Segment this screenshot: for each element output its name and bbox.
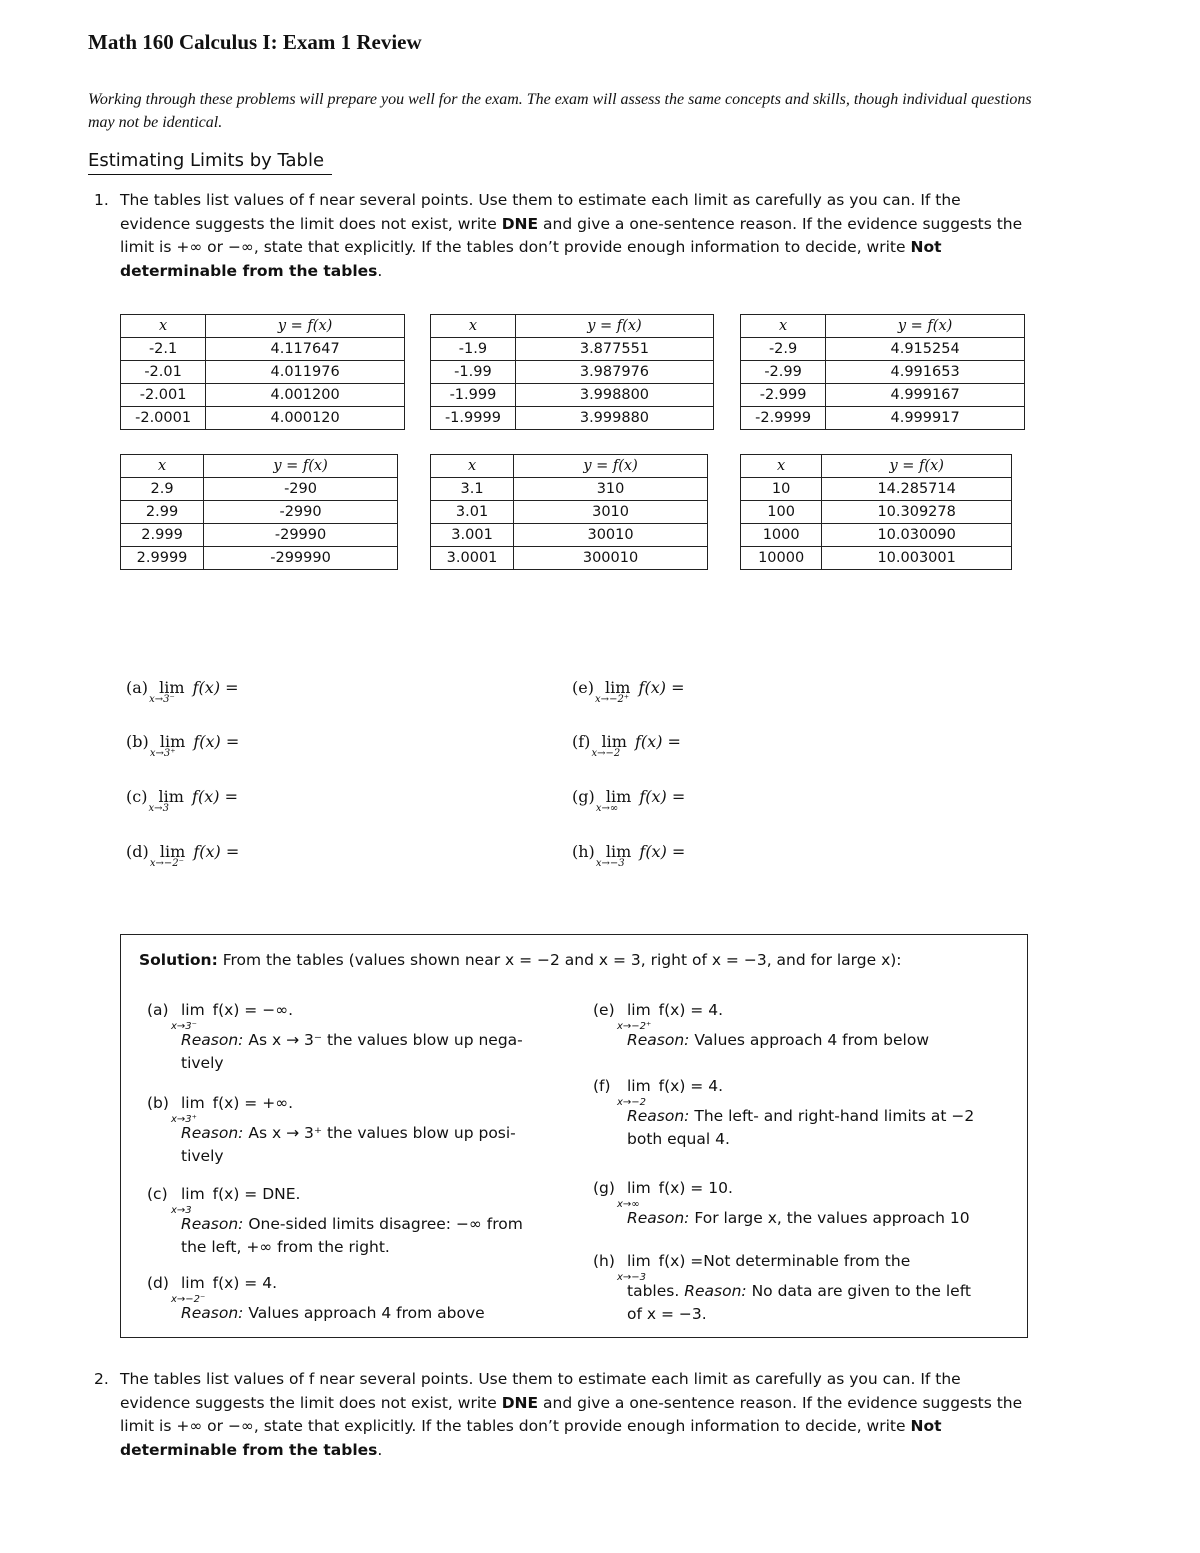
lim-subscript: x→−2⁻ [149,858,184,869]
lim-text: lim [159,842,186,861]
table-row [121,384,405,407]
lim-subscript: x→−2⁻ [171,1294,206,1305]
lim-text: lim [159,732,186,751]
solution-intro: From the tables (values shown near x = −2 and x = 3, right of x = −3, and for large x): [222,951,902,969]
page-title: Math 160 Calculus I: Exam 1 Review [88,30,422,54]
solution-item-label: (h) [593,1252,615,1270]
reason-text: As x → 3⁺ the values blow up posi- [248,1124,516,1142]
solution-item [593,1075,1017,1151]
solution-answer-line [171,999,581,1032]
problem-1 [94,189,1032,283]
exam-page [88,30,1032,283]
limit-question [126,842,240,869]
x-value-cell: -2.99 [741,361,826,384]
solution-reason [627,1280,1017,1303]
table-row [431,501,708,524]
solution-item [147,1272,581,1325]
table-row [431,338,714,361]
lim-operator [595,787,632,814]
solution-answer: f(x) = −∞. [212,1001,294,1019]
solution-reason [181,1302,581,1325]
solution-answer-line [617,1075,1017,1108]
problem-text: and give a one-sentence reason. If the evidence suggests the limit is +∞ or −∞, state that explicitly. If the tables don’t provide enough information to decide, write [120,214,1023,256]
part-label: (a) [126,678,149,697]
y-value-cell: 4.117647 [206,338,405,361]
reason-continuation: tively [181,1054,224,1072]
lim-subscript: x→−2⁺ [595,694,630,705]
lim-operator [617,999,652,1032]
limit-expression: f(x) = [639,842,686,861]
lim-text: lim [159,678,185,697]
reason-text: The left- and right-hand limits at −2 [694,1107,975,1125]
limit-question [126,732,240,759]
part-label: (f) [572,732,591,751]
lim-subscript: x→−3 [595,858,625,869]
lim-text: lim [158,787,184,806]
table-row [431,478,708,501]
value-table [740,454,1012,570]
table-row [741,478,1012,501]
reason-label: Reason: [181,1031,244,1049]
x-value-cell: 3.0001 [431,547,514,570]
column-header-y: y = f(x) [204,455,398,478]
solution-item [147,1092,581,1168]
column-header-x: x [741,315,826,338]
limit-question [126,678,239,705]
column-header-y: y = f(x) [826,315,1025,338]
solution-answer-line [171,1183,581,1216]
lim-text: lim [627,1077,651,1095]
y-value-cell: 300010 [514,547,708,570]
lim-subscript: x→−2⁺ [617,1021,652,1032]
y-value-cell: -290 [204,478,398,501]
y-value-cell: 10.309278 [822,501,1012,524]
solution-item-label: (f) [593,1077,611,1095]
x-value-cell: -2.999 [741,384,826,407]
reason-label: Reason: [627,1031,690,1049]
y-value-cell: 4.011976 [206,361,405,384]
y-value-cell: 3010 [514,501,708,524]
y-value-cell: 3.998800 [515,384,713,407]
table-row [741,501,1012,524]
table-row [431,524,708,547]
table-header-row [431,455,708,478]
reason-text: Values approach 4 from below [694,1031,930,1049]
reason-label: Reason: [627,1209,690,1227]
lim-operator [171,999,205,1032]
lim-text: lim [181,1001,205,1019]
column-header-x: x [741,455,822,478]
limit-question [126,787,238,814]
solution-answer-line [171,1092,581,1125]
part-label: (d) [126,842,149,861]
x-value-cell: 3.001 [431,524,514,547]
table-header-row [121,315,405,338]
column-header-x: x [431,315,516,338]
solution-reason [627,1105,1017,1128]
y-value-cell: -2990 [204,501,398,524]
lim-text: lim [601,732,627,751]
lim-subscript: x→3 [148,803,169,814]
solution-answer: f(x) = DNE. [212,1185,301,1203]
table-header-row [741,455,1012,478]
column-header-x: x [121,315,206,338]
table-header-row [741,315,1025,338]
lim-subscript: x→−2 [591,748,621,759]
table-row [431,407,714,430]
solution-reason [627,1029,1017,1052]
solution-answer: f(x) =Not determinable from the [658,1252,911,1270]
limit-expression: f(x) = [635,732,681,751]
column-header-x: x [121,455,204,478]
x-value-cell: -1.99 [431,361,516,384]
lim-subscript: x→−3 [617,1272,647,1283]
problem-text: . [377,261,383,280]
lim-text: lim [605,787,632,806]
lim-operator [149,732,186,759]
lim-subscript: x→3⁻ [149,694,175,705]
intro-text: Working through these problems will prepare you well for the exam. The exam will assess the same concepts and skills, though individual questions may not be identical. [88,91,1032,131]
part-label: (c) [126,787,148,806]
column-header-y: y = f(x) [822,455,1012,478]
table-row [741,338,1025,361]
reason-text: For large x, the values approach 10 [694,1209,970,1227]
problem-text: The tables list values of f near several points. Use them to estimate each limit as carefully as you can. If the evidence suggests the limit does not exist, write [120,1370,961,1412]
solution-item [593,1250,1017,1326]
y-value-cell: 4.000120 [206,407,405,430]
x-value-cell: 2.99 [121,501,204,524]
solution-item [147,999,581,1075]
x-value-cell: 2.999 [121,524,204,547]
solution-item-label: (d) [147,1274,169,1292]
limit-question [572,732,681,759]
lim-operator [595,842,632,869]
lim-subscript: x→−2 [617,1097,647,1108]
reason-text: One-sided limits disagree: −∞ from [248,1215,523,1233]
column-header-y: y = f(x) [514,455,708,478]
x-value-cell: 2.9 [121,478,204,501]
problem-text: and give a one-sentence reason. If the evidence suggests the limit is +∞ or −∞, state that explicitly. If the tables don’t provide enough information to decide, write [120,1393,1023,1435]
problem-text: The tables list values of f near several points. Use them to estimate each limit as carefully as you can. If the evidence suggests the limit does not exist, write [120,191,961,233]
table-row [741,384,1025,407]
part-label: (h) [572,842,595,861]
table-row [121,478,398,501]
y-value-cell: 3.877551 [515,338,713,361]
solution-reason [181,1122,581,1145]
lim-text: lim [181,1094,205,1112]
not-determinable-keyword: Not determinable from the tables [120,1417,942,1459]
y-value-cell: 14.285714 [822,478,1012,501]
section-title: Estimating Limits by Table [88,150,332,175]
lim-operator [148,787,184,814]
solution-answer-line [617,1177,1017,1210]
lim-text: lim [627,1179,651,1197]
y-value-cell: -299990 [204,547,398,570]
reason-continuation: tively [181,1147,224,1165]
value-table [430,314,714,430]
lim-operator [171,1092,205,1125]
lim-operator [617,1075,651,1108]
x-value-cell: 1000 [741,524,822,547]
reason-text: No data are given to the left [751,1282,971,1300]
solution-item [147,1183,581,1259]
value-table [740,314,1025,430]
x-value-cell: -1.9 [431,338,516,361]
lim-text: lim [181,1274,205,1292]
table-row [121,547,398,570]
reason-label: Reason: [181,1124,244,1142]
lim-text: lim [181,1185,205,1203]
lim-operator [171,1183,205,1216]
column-header-y: y = f(x) [515,315,713,338]
limit-expression: f(x) = [192,787,238,806]
lim-operator [149,678,185,705]
not-determinable-keyword: Not determinable from the tables [120,238,942,280]
table-row [121,361,405,384]
reason-text: Values approach 4 from above [248,1304,485,1322]
solution-item [593,1177,1017,1230]
x-value-cell: -2.001 [121,384,206,407]
table-row [741,547,1012,570]
lim-operator [149,842,186,869]
problem-2 [94,1368,1032,1462]
x-value-cell: -1.9999 [431,407,516,430]
y-value-cell: 10.030090 [822,524,1012,547]
y-value-cell: 3.987976 [515,361,713,384]
limit-expression: f(x) = [193,842,240,861]
solution-answer: f(x) = 4. [212,1274,278,1292]
solution-answer: f(x) = 4. [658,1001,724,1019]
solution-heading [139,951,902,969]
solution-answer: f(x) = 4. [658,1077,724,1095]
solution-item [593,999,1017,1052]
table-row [121,524,398,547]
lim-operator [595,678,631,705]
lim-subscript: x→3⁺ [171,1114,197,1125]
y-value-cell: -29990 [204,524,398,547]
solution-reason [627,1207,1017,1230]
y-value-cell: 4.991653 [826,361,1025,384]
x-value-cell: -2.9999 [741,407,826,430]
limit-question [572,787,686,814]
table-header-row [121,455,398,478]
solution-answer-line [617,999,1017,1032]
y-value-cell: 4.999917 [826,407,1025,430]
part-label: (b) [126,732,149,751]
y-value-cell: 310 [514,478,708,501]
solution-item-label: (e) [593,1001,615,1019]
solution-answer: f(x) = +∞. [212,1094,294,1112]
limit-question [572,842,686,869]
x-value-cell: 10 [741,478,822,501]
value-table [430,454,708,570]
reason-continuation: of x = −3. [627,1305,707,1323]
table-row [431,361,714,384]
table-row [431,384,714,407]
lim-text: lim [627,1001,651,1019]
value-table [120,314,405,430]
reason-label: Reason: [181,1215,244,1233]
table-row [121,338,405,361]
reason-continuation: both equal 4. [627,1130,730,1148]
y-value-cell: 4.999167 [826,384,1025,407]
lim-subscript: x→3⁺ [149,748,176,759]
solution-reason [181,1213,581,1236]
dne-keyword: DNE [501,214,539,233]
x-value-cell: -2.01 [121,361,206,384]
reason-continuation: the left, +∞ from the right. [181,1238,390,1256]
solution-answer-line [171,1272,581,1305]
reason-label: Reason: [684,1282,747,1300]
lim-operator [617,1250,651,1283]
y-value-cell: 30010 [514,524,708,547]
x-value-cell: -1.999 [431,384,516,407]
x-value-cell: 10000 [741,547,822,570]
solution-answer-line [617,1250,1017,1283]
table-row [431,547,708,570]
x-value-cell: -2.0001 [121,407,206,430]
limit-expression: f(x) = [193,732,240,751]
lim-subscript: x→∞ [617,1199,640,1210]
lim-subscript: x→3 [171,1205,192,1216]
y-value-cell: 10.003001 [822,547,1012,570]
y-value-cell: 3.999880 [515,407,713,430]
reason-label: Reason: [181,1304,244,1322]
limit-expression: f(x) = [192,678,239,697]
column-header-y: y = f(x) [206,315,405,338]
limit-expression: f(x) = [639,787,686,806]
column-header-x: x [431,455,514,478]
solution-answer: f(x) = 10. [658,1179,733,1197]
y-value-cell: 4.915254 [826,338,1025,361]
table-row [741,361,1025,384]
y-value-cell: 4.001200 [206,384,405,407]
lim-operator [617,1177,651,1210]
lim-subscript: x→3⁻ [171,1021,197,1032]
limit-question [572,678,685,705]
lim-text: lim [627,1252,651,1270]
value-table [120,454,398,570]
table-row [121,407,405,430]
x-value-cell: 3.01 [431,501,514,524]
solution-item-label: (c) [147,1185,168,1203]
solution-label: Solution: [139,951,218,969]
table-header-row [431,315,714,338]
solution-item-label: (g) [593,1179,615,1197]
table-row [121,501,398,524]
solution-item-label: (b) [147,1094,169,1112]
x-value-cell: -2.9 [741,338,826,361]
lim-text: lim [605,678,631,697]
solution-reason [181,1029,581,1052]
solution-box [120,934,1028,1338]
solution-reason-prefix: tables. [627,1282,680,1300]
problem-number: 1. [94,191,109,209]
x-value-cell: 2.9999 [121,547,204,570]
part-label: (g) [572,787,595,806]
reason-label: Reason: [627,1107,690,1125]
limit-expression: f(x) = [638,678,685,697]
dne-keyword: DNE [501,1393,539,1412]
reason-text: As x → 3⁻ the values blow up nega- [248,1031,523,1049]
lim-subscript: x→∞ [595,803,619,814]
table-row [741,407,1025,430]
part-label: (e) [572,678,594,697]
lim-operator [591,732,627,759]
problem-number: 2. [94,1370,109,1388]
solution-item-label: (a) [147,1001,169,1019]
lim-operator [171,1272,206,1305]
lim-text: lim [605,842,632,861]
x-value-cell: -2.1 [121,338,206,361]
x-value-cell: 100 [741,501,822,524]
problem-text: . [377,1440,383,1459]
table-row [741,524,1012,547]
x-value-cell: 3.1 [431,478,514,501]
